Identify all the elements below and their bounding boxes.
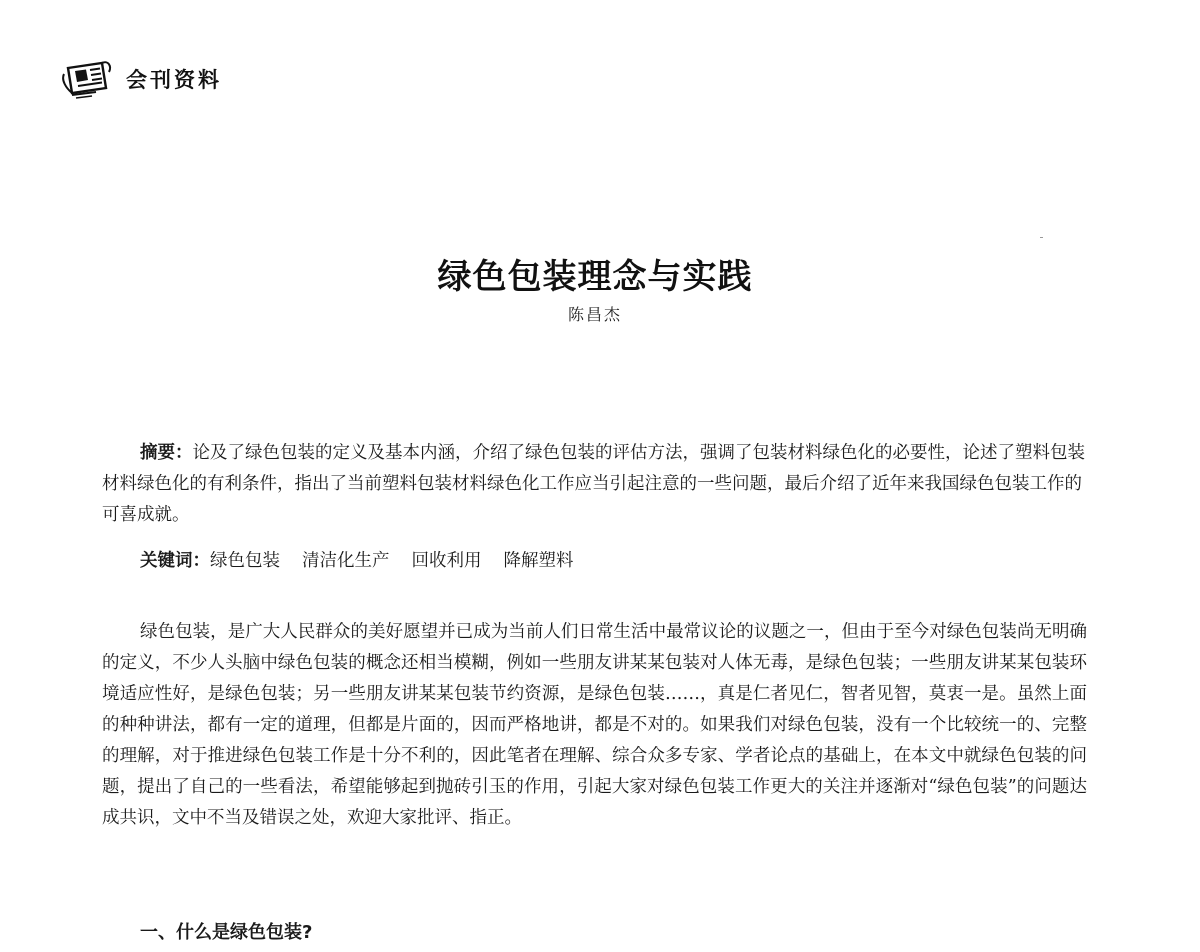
intro-paragraph: 绿色包装，是广大人民群众的美好愿望并已成为当前人们日常生活中最常议论的议题之一，但由于至今对绿色包装尚无明确的定义，不少人头脑中绿色包装的概念还相当模糊，例如一些朋友讲某某包装对人体无毒，是绿色包装；一些朋友讲某某包装环境适应性好，是绿色包装；另一些朋友讲某某包装节约资源，是绿色包装……，真是仁者见仁，智者见智，莫衷一是。虽然上面的种种讲法，都有一定的道理，但都是片面的，因而严格地讲，都是不对的。如果我们对绿色包装，没有一个比较统一的、完整的理解，对于推进绿色包装工作是十分不利的，因此笔者在理解、综合众多专家、学者论点的基础上，在本文中就绿色包装的问题，提出了自己的一些看法，希望能够起到抛砖引玉的作用，引起大家对绿色包装工作更大的关注并逐渐对“绿色包装”的问题达成共识，文中不当及错误之处，欢迎大家批评、指正。	[102, 622, 1087, 828]
abstract-label: 摘要：	[140, 443, 193, 463]
keywords-label: 关键词：	[140, 551, 210, 571]
keywords-line	[140, 546, 596, 577]
section-header	[62, 58, 222, 100]
section-heading: 一、什么是绿色包装?	[140, 922, 313, 943]
keyword: 绿色包装	[210, 551, 280, 571]
newspaper-icon	[62, 58, 114, 100]
article-title: 绿色包装理念与实践	[437, 256, 753, 297]
keyword: 清洁化生产	[302, 551, 390, 571]
abstract-paragraph	[102, 438, 1087, 531]
abstract-text: 论及了绿色包装的定义及基本内涵，介绍了绿色包装的评估方法，强调了包装材料绿色化的必要性，论述了塑料包装材料绿色化的有利条件，指出了当前塑料包装材料绿色化工作应当引起注意的一些问题，最后介绍了近年来我国绿色包装工作的可喜成就。	[102, 443, 1085, 525]
keyword: 回收利用	[411, 551, 482, 571]
scan-speck	[1040, 237, 1043, 238]
article-author: 陈昌杰	[567, 305, 622, 324]
keyword: 降解塑料	[503, 551, 574, 571]
column-label: 会刊资料	[126, 68, 222, 92]
